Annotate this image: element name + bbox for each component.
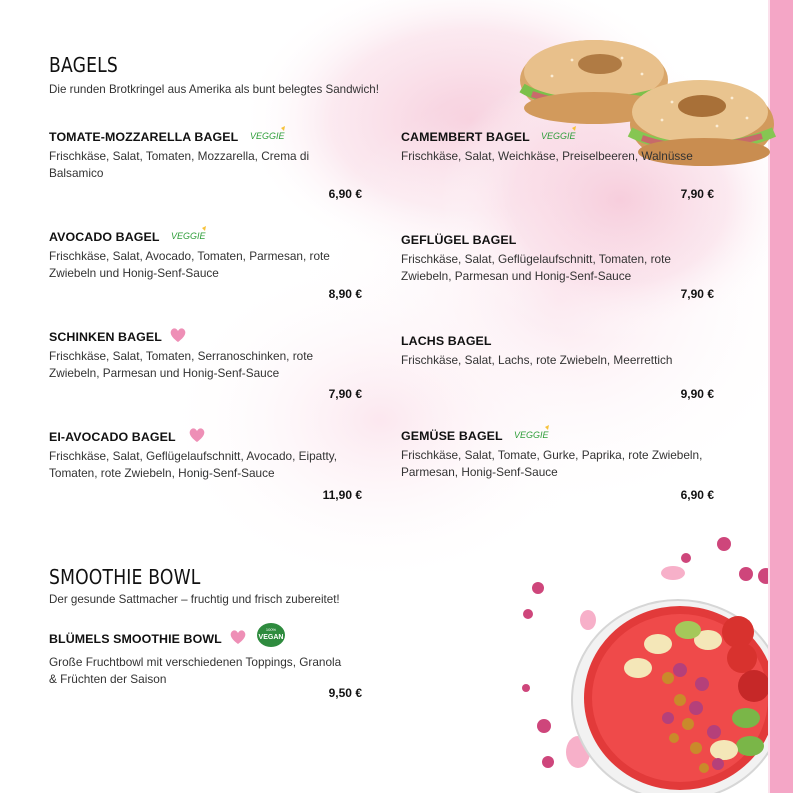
item-price: 6,90 € (680, 488, 714, 502)
veggie-badge-icon (248, 125, 288, 143)
menu-item (49, 128, 361, 181)
item-price: 7,90 € (680, 287, 714, 301)
item-price: 7,90 € (328, 387, 362, 401)
menu-item (401, 128, 713, 165)
section-title-bagels: BAGELS (49, 53, 119, 77)
menu-item (49, 328, 361, 381)
menu-item (49, 626, 349, 687)
item-description: Frischkäse, Salat, Weichkäse, Preiselbeeren, Walnüsse (401, 149, 693, 164)
menu-item (401, 332, 713, 369)
item-name: GEFLÜGEL BAGEL (401, 232, 517, 247)
item-description: Frischkäse, Salat, Avocado, Tomaten, Parmesan, rote Zwiebeln und Honig-Senf-Sauce (49, 249, 330, 280)
heart-icon (188, 427, 206, 443)
veggie-badge-label: VEGGIE (170, 231, 206, 241)
vegan-badge-small: 100% (265, 627, 276, 632)
item-description: Frischkäse, Salat, Lachs, rote Zwiebeln, Meerrettich (401, 353, 673, 367)
menu-item (401, 231, 713, 284)
veggie-badge-icon (169, 225, 209, 243)
item-name: LACHS BAGEL (401, 333, 492, 348)
veggie-badge-icon (539, 125, 579, 143)
vegan-badge-label: VEGAN (258, 634, 284, 641)
item-price: 7,90 € (680, 187, 714, 201)
veggie-badge-label: VEGGIE (541, 131, 576, 141)
heart-icon (169, 327, 187, 343)
veggie-badge-label: VEGGIE (249, 131, 285, 141)
item-description: Frischkäse, Salat, Geflügelaufschnitt, Tomaten, rote Zwiebeln, Parmesan und Honig-Senf-Sauce (401, 252, 671, 283)
section-subtitle-smoothie: Der gesunde Sattmacher – fruchtig und frisch zubereitet! (49, 593, 340, 606)
item-name: AVOCADO BAGEL (49, 230, 160, 244)
item-description: Frischkäse, Salat, Geflügelaufschnitt, Avocado, Eipatty, Tomaten, rote Zwiebeln, Honig-Senf-Sauce (49, 449, 338, 480)
menu-item (49, 428, 361, 481)
heart-icon (229, 629, 247, 645)
veggie-badge-icon (512, 424, 552, 442)
item-name: GEMÜSE BAGEL (401, 429, 503, 443)
menu-item (401, 427, 713, 480)
item-price: 6,90 € (328, 187, 362, 201)
item-description: Frischkäse, Salat, Tomaten, Mozzarella, Crema di Balsamico (49, 149, 310, 180)
section-title-smoothie: SMOOTHIE BOWL (49, 565, 201, 589)
item-name: EI-AVOCADO BAGEL (49, 429, 176, 444)
item-name: CAMEMBERT BAGEL (401, 130, 530, 144)
section-subtitle-bagels: Die runden Brotkringel aus Amerika als bunt belegtes Sandwich! (49, 83, 379, 96)
item-name: TOMATE-MOZZARELLA BAGEL (49, 130, 239, 144)
veggie-badge-label: VEGGIE (514, 430, 549, 440)
vegan-badge-icon (256, 622, 286, 648)
smoothie-bowl-illustration (518, 528, 768, 793)
item-description: Große Fruchtbowl mit verschiedenen Toppings, Granola & Früchten der Saison (49, 655, 342, 686)
item-name: BLÜMELS SMOOTHIE BOWL (49, 632, 222, 646)
item-description: Frischkäse, Salat, Tomaten, Serranoschinken, rote Zwiebeln, Parmesan und Honig-Senf-Sauce (49, 349, 314, 380)
item-price: 9,90 € (680, 387, 714, 401)
item-price: 9,50 € (328, 686, 362, 700)
item-price: 11,90 € (322, 488, 362, 502)
item-price: 8,90 € (328, 287, 362, 301)
item-description: Frischkäse, Salat, Tomate, Gurke, Paprika, rote Zwiebeln, Parmesan, Honig-Senf-Sauce (401, 448, 703, 479)
menu-item (49, 228, 361, 281)
item-name: SCHINKEN BAGEL (49, 329, 162, 344)
